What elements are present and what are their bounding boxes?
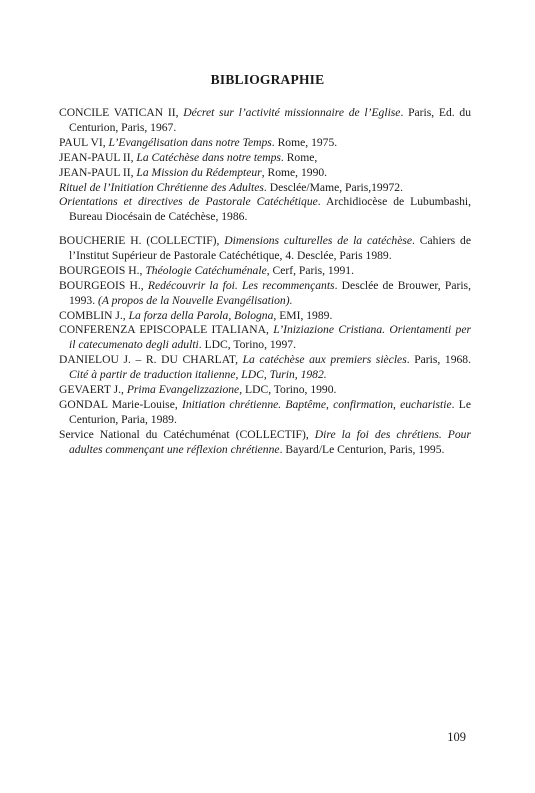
entry-publication: , Cerf, Paris, 1991. xyxy=(266,263,354,277)
entry-author: BOURGEOIS H., xyxy=(59,263,146,277)
entry-title: La catéchèse aux premiers siècles xyxy=(242,353,407,367)
entry-author: GEVAERT J., xyxy=(59,383,127,397)
bibliography-entry xyxy=(59,151,471,166)
entry-author: PAUL VI, xyxy=(59,135,109,149)
bibliography-entry xyxy=(59,136,471,151)
entry-publication: , LDC, Torino, 1990. xyxy=(239,383,337,397)
entry-author: COMBLIN J., xyxy=(59,308,129,322)
entry-title: Théologie Catéchuménale xyxy=(145,263,267,277)
entry-title: La Catéchèse dans notre temps xyxy=(136,150,281,164)
bibliography-entry xyxy=(59,383,471,398)
entry-note: Cité à partir de traduction italienne, LDC, Turin, 1982. xyxy=(69,368,327,382)
entry-title: Dire la foi des chrétiens. Pour adultes commençant une réflexion chrétienne xyxy=(69,427,471,456)
bibliography-entry xyxy=(59,106,471,136)
entry-publication: . Cahiers de l’Institut Supérieur de Pastorale Catéchétique, 4. Desclée, Paris 1989. xyxy=(69,234,471,262)
entry-publication: . Le Centurion, Paria, 1989. xyxy=(69,397,471,426)
bibliography-entry xyxy=(59,195,471,225)
entry-author: CONFERENZA EPISCOPALE ITALIANA, xyxy=(59,323,274,337)
bibliography-entry xyxy=(59,181,471,196)
entry-publication: . Archidiocèse de Lubumbashi, Bureau Diocésain de Catéchèse, 1986. xyxy=(69,195,472,224)
entry-title: La forza della Parola, Bologna xyxy=(128,308,274,322)
bibliography-entry xyxy=(59,353,471,383)
entry-publication: . Rome, 1975. xyxy=(271,135,338,149)
entry-note: (A propos de la Nouvelle Evangélisation). xyxy=(97,293,293,307)
entry-title: Prima Evangelizzazione xyxy=(126,383,240,397)
entry-author: JEAN-PAUL II, xyxy=(59,165,137,179)
bibliography-entry xyxy=(59,428,471,458)
entry-author: BOUCHERIE H. (COLLECTIF), xyxy=(59,234,225,247)
entry-title: Décret sur l’activité missionnaire de l’Eglise xyxy=(183,106,401,119)
entry-author: Service National du Catéchuménat (COLLECTIF), xyxy=(59,427,315,441)
entry-publication: . Paris, 1968. xyxy=(406,353,471,367)
entry-title: L’Iniziazione Cristiana. Orientamenti per il catecumenato degli adulti xyxy=(69,323,471,352)
entry-author: CONCILE VATICAN II, xyxy=(59,106,184,119)
entry-author: BOURGEOIS H., xyxy=(59,278,148,292)
bibliography-group-primary-sources xyxy=(59,106,471,225)
bibliography-entry xyxy=(59,264,471,279)
entry-title: Redécouvrir la foi. Les recommençants xyxy=(147,278,335,292)
entry-publication: . Desclée/Mame, Paris,19972. xyxy=(263,180,403,194)
page-number: 109 xyxy=(447,730,466,744)
entry-publication: . LDC, Torino, 1997. xyxy=(198,338,296,352)
bibliography-entry xyxy=(59,323,471,353)
entry-title: Dimensions culturelles de la catéchèse xyxy=(224,234,413,247)
entry-title: La Mission du Rédempteur xyxy=(136,165,262,179)
entry-publication: . Paris, Ed. du Centurion, Paris, 1967. xyxy=(69,106,471,134)
entry-publication: . Desclée de Brouwer, Paris, 1993. xyxy=(69,278,471,307)
entry-title: Orientations et directives de Pastorale Catéchétique xyxy=(59,195,318,209)
entry-publication: , EMI, 1989. xyxy=(273,308,333,322)
entry-author: DANIELOU J. – R. DU CHARLAT, xyxy=(59,353,243,367)
entry-publication: . Rome, xyxy=(280,150,318,164)
entry-title: L’Evangélisation dans notre Temps xyxy=(108,135,272,149)
entry-title: Rituel de l’Initiation Chrétienne des Adultes xyxy=(59,180,264,194)
bibliography-group-studies xyxy=(59,234,471,458)
bibliography-entry xyxy=(59,309,471,324)
bibliography-entry xyxy=(59,279,471,309)
entry-publication: . Bayard/Le Centurion, Paris, 1995. xyxy=(279,442,445,456)
bibliography-entry xyxy=(59,166,471,181)
page-title: BIBLIOGRAPHIE xyxy=(210,72,325,87)
entry-publication: , Rome, 1990. xyxy=(261,165,328,179)
entry-title: Initiation chrétienne. Baptême, confirmation, eucharistie xyxy=(181,397,452,411)
bibliography-entry xyxy=(59,234,471,264)
entry-author: GONDAL Marie-Louise, xyxy=(59,397,182,411)
bibliography-entry xyxy=(59,398,471,428)
entry-author: JEAN-PAUL II, xyxy=(59,150,137,164)
